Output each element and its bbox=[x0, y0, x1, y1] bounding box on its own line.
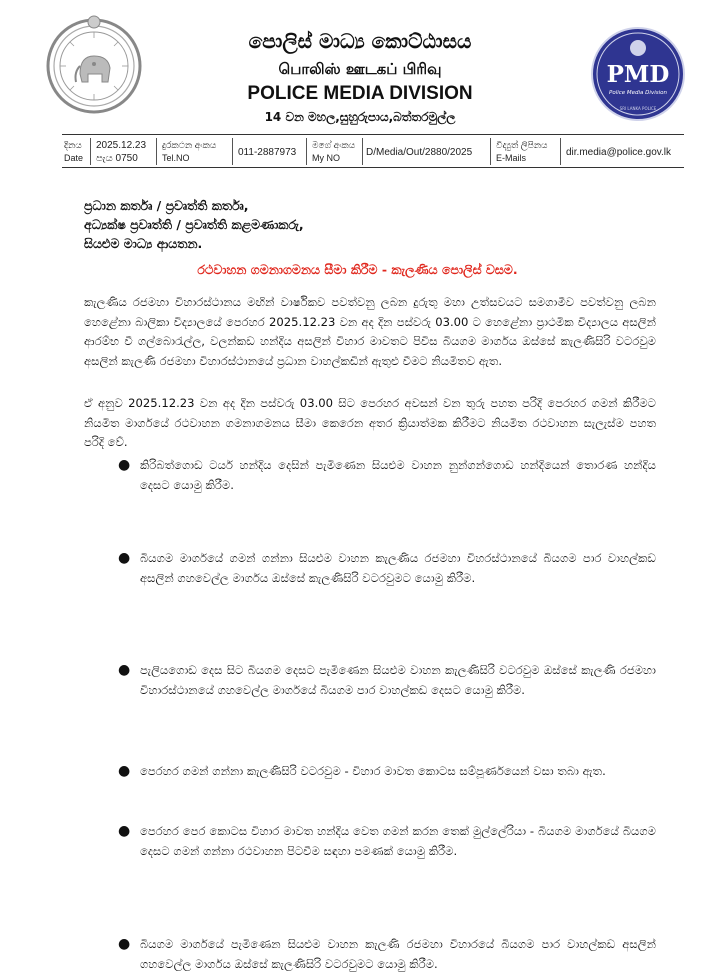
email-label: විද්‍යුත් ලිපිනය E-Mails bbox=[496, 140, 548, 163]
list-item: ● පෙරහර ගමන් ගන්නා කැලණිසිරි වටරවුම - විහාර මාවත කොටස සම්පූර්ණයෙන් වසා තබා ඇත. bbox=[84, 762, 656, 782]
body-paragraph: ඒ අනුව 2025.12.23 වන අද දින පස්වරු 03.00 සිට පෙරහර අවසන් වන තුරු පහත පරිදි පෙරහර ගමන් කිරීමට නියමිත මාර්ගයේ රථවාහන ගමනාගමනය සීමා කෙරෙන අතර ක්‍රියාත්මක කිරීමට නියමිත රථවාහන සැලැස්ම පහත පරිදි වේ. bbox=[84, 396, 656, 450]
list-item: ● බියගම මාර්ගයේ පැමිණෙන සියළුම වාහන කැලණි රජමහා විහාරයේ බියගම පාර වාහල්කඩ අසලින් ගහවෙල්ල මාර්ගය ඔස්සේ කැලණිසිරි වටරවුමට යොමු කිරීම. bbox=[118, 936, 656, 971]
list-item: ● බියගම මාර්ගයේ ගමන් ගන්නා සියළුම වාහන කැලණිය රජමහා විහරස්ථානයේ බියගම පාර වාහල්කඩ අසලින් ගහවෙල්ල මාර්ගය ඔස්සේ කැලණිසිරි වටරවුමට යොමු කිරීම. bbox=[118, 550, 656, 585]
letterhead bbox=[150, 28, 570, 126]
title-sinhala: පොලිස් මාධ්‍ය කොට්ඨාසය bbox=[248, 29, 472, 53]
bullet-icon: ● bbox=[118, 936, 131, 953]
office-address: 14 වන මහල,සුහුරුපාය,බත්තරමුල්ල bbox=[264, 110, 456, 124]
list-item: ● පෙරහර පෙර කොටස විහාර මාවත හන්දිය වෙත ගමන් කරන තෙක් මුල්ලේරියා - බියගම මාර්ගයේ බියගම දෙසට ගමන් ගන්නා රථවාහන පිටවීම සඳහා පමණක් යොමු කිරීම. bbox=[118, 823, 656, 858]
email-value: dir.media@police.gov.lk bbox=[566, 147, 672, 158]
my-no-label: මගේ අංකය My NO bbox=[312, 140, 356, 163]
body-paragraph: කැලණිය රජමහා විහාරස්ථානය මඟින් වාර්ෂිකව පවත්වනු ලබන දුරුතු මහා උත්සවයට සමගාමීව පවත්වනු ලබන හෙළේනා බාලිකා විද්‍යාලයේ පෙරහර 2025.12.23 වන අද දින පස්වරු 03.00 ට හෙළේනා ප්‍රාථමික විද්‍යාලය අසලින් ආරම්භ වී ගල්බොරැල්ල, වලන්කඩ හන්දිය අසලින් විහාර මාවතට පිවිස බියගම මාර්ගය ඔස්සේ කැලණිසිරි වටරවුම අසලින් කැලණි රජමහා විහාරස්ථානයේ ප්‍රධාන වාහල්කඩින් ඇතුළු වීමට නියමිතව ඇත. bbox=[84, 295, 657, 368]
title-tamil: பொலிஸ் ஊடகப் பிரிவு bbox=[278, 60, 442, 78]
date-value: 2025.12.23 පැය 0750 bbox=[96, 140, 147, 164]
addressee-line: අධ්‍යක්ෂ ප්‍රවෘත්ති / ප්‍රවෘත්ති කළමණාකරු, bbox=[84, 217, 304, 232]
addressee-block bbox=[84, 196, 304, 253]
bullet-icon: ● bbox=[118, 550, 131, 567]
pmd-logo-subtext: Police Media Division bbox=[609, 90, 667, 96]
pmd-logo bbox=[590, 26, 686, 122]
list-item: ● පැලියගොඩ දෙස සිට බියගම දෙසට පැමිණෙන සියළුම වාහන කැලණිසිරි වටරවුම ඔස්සේ කැලණි රජමහා විහාරස්ථානයේ ගහවෙල්ල මාර්ගයේ බියගම පාර වාහල්කඩ දෙසට යොමු කිරීම. bbox=[118, 662, 656, 697]
bullet-icon: ● bbox=[118, 762, 131, 779]
my-no-value: D/Media/Out/2880/2025 bbox=[366, 147, 473, 158]
addressee-line: සියළුම මාධ්‍ය ආයතන. bbox=[84, 236, 203, 251]
tel-value: 011-2887973 bbox=[238, 147, 297, 158]
pmd-logo-text: PMD bbox=[606, 61, 670, 88]
tel-label: දුරකථන අංකය Tel.NO bbox=[162, 140, 217, 163]
bullet-icon: ● bbox=[118, 823, 131, 840]
list-item: ● කිරිබත්ගොඩ ටයර් හන්දිය දෙසින් පැමිණෙන සියළුම වාහන නුන්ගන්ගොඩ හන්දියෙන් තොරණ හන්දිය දෙසට යොමු කිරීම. bbox=[118, 457, 656, 492]
bullet-icon: ● bbox=[118, 662, 131, 679]
pmd-logo-bottom: SRI LANKA POLICE bbox=[619, 106, 657, 111]
police-emblem-logo bbox=[42, 12, 146, 116]
title-english: POLICE MEDIA DIVISION bbox=[247, 83, 473, 104]
bullet-icon: ● bbox=[118, 457, 131, 473]
traffic-plan-list bbox=[84, 456, 656, 971]
reference-info-bar bbox=[62, 134, 684, 168]
date-label: දිනය Date bbox=[64, 140, 84, 163]
addressee-line: ප්‍රධාන කර්තෘ / ප්‍රවෘත්ති කර්තෘ, bbox=[84, 198, 249, 213]
subject-heading: රථවාහන ගමනාගමනය සීමා කිරීම - කැලණිය පොලිස් වසම. bbox=[197, 262, 518, 277]
